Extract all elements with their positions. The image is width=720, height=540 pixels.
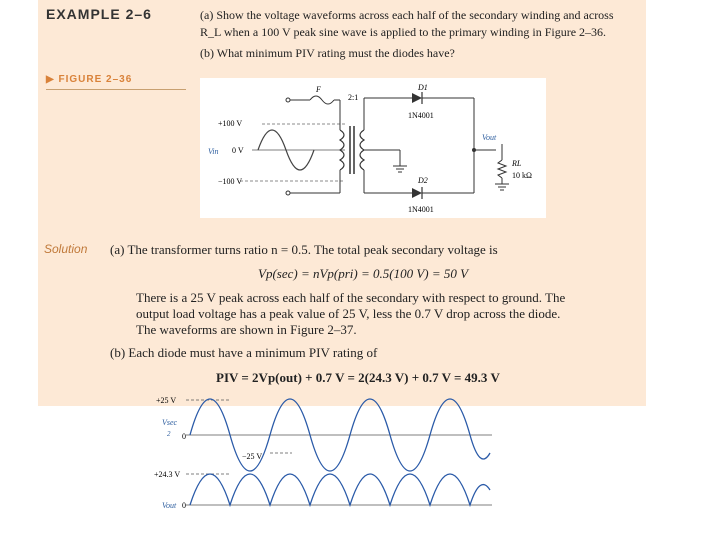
solution-p2: output load voltage has a peak value of 25 V, less the 0.7 V drop across the diode. [136, 306, 561, 321]
waveform-diagram [150, 390, 500, 520]
input-terminal-top [286, 98, 290, 102]
vsec-half-label: 2 [167, 430, 171, 438]
vin-label: Vin [208, 147, 219, 156]
vsec-label: Vsec [162, 418, 178, 427]
question-a-line2: R_L when a 100 V peak sine wave is applied to the primary winding in Figure 2–36. [200, 25, 607, 39]
question-a-line1: (a) Show the voltage waveforms across each half of the secondary winding and across [200, 8, 614, 22]
rl-label: RL [512, 159, 522, 168]
zero-v-label: 0 V [232, 146, 244, 155]
vout-label: Vout [482, 133, 497, 142]
d1-diode-symbol [412, 93, 422, 103]
solution-a-line: (a) The transformer turns ratio n = 0.5. The total peak secondary voltage is [110, 242, 498, 257]
solution-b-line: (b) Each diode must have a minimum PIV rating of [110, 345, 378, 360]
solution-label: Solution [44, 242, 88, 256]
minus100-label: −100 V [218, 177, 243, 186]
rl-value-label: 10 kΩ [512, 171, 532, 180]
waveform-figure [150, 390, 500, 520]
load-resistor-symbol [498, 160, 506, 178]
vout-zero-label: 0 [182, 501, 186, 510]
plus100-label: +100 V [218, 119, 243, 128]
circuit-figure [200, 78, 546, 218]
plus243-label: +24.3 V [154, 470, 181, 479]
figure-label-rule [46, 89, 186, 90]
d2-label: D2 [418, 176, 428, 185]
example-title: EXAMPLE 2–6 [46, 6, 152, 22]
minus25-label: −25 V [242, 452, 263, 461]
d1-label: D1 [418, 83, 428, 92]
figure-label: ▶ FIGURE 2–36 [46, 74, 133, 85]
fuse-label: F [316, 85, 321, 94]
vsec-zero-label: 0 [182, 432, 186, 441]
circuit-diagram [200, 78, 546, 218]
d2-part-label: 1N4001 [408, 205, 434, 214]
solution-p1: There is a 25 V peak across each half of the secondary with respect to ground. The [136, 290, 566, 305]
solution-eq1: Vp(sec) = nVp(pri) = 0.5(100 V) = 50 V [258, 266, 469, 281]
plus25-label: +25 V [156, 396, 177, 405]
turns-ratio-label: 2:1 [348, 93, 359, 102]
solution-p3: The waveforms are shown in Figure 2–37. [136, 322, 357, 337]
fuse-symbol [310, 96, 334, 104]
solution-eq2: PIV = 2Vp(out) + 0.7 V = 2(24.3 V) + 0.7 V = 49.3 V [216, 370, 500, 385]
secondary-winding [360, 130, 364, 170]
d2-diode-symbol [412, 188, 422, 198]
d1-part-label: 1N4001 [408, 111, 434, 120]
question-b-line: (b) What minimum PIV rating must the diodes have? [200, 46, 455, 60]
input-terminal-bottom [286, 191, 290, 195]
output-rectified-wave [190, 474, 490, 505]
vout-wave-label: Vout [162, 501, 177, 510]
